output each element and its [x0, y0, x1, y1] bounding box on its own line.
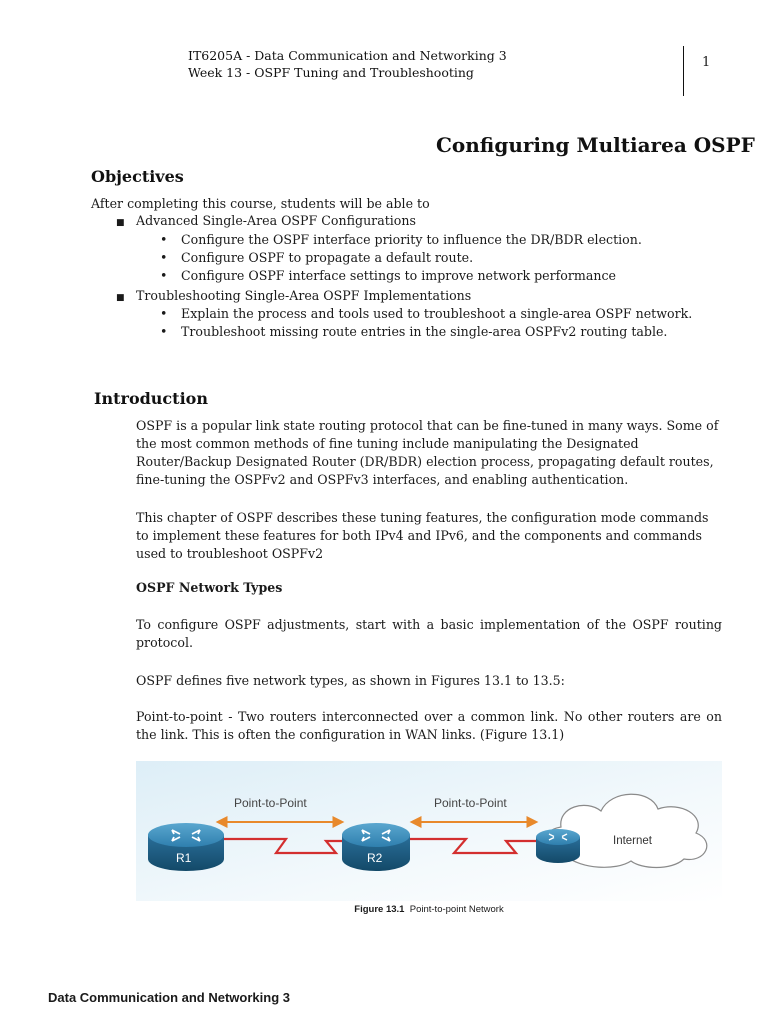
objectives-heading: Objectives — [91, 167, 184, 186]
introduction-heading: Introduction — [94, 389, 208, 408]
objective-item: Configure OSPF to propagate a default route. — [181, 250, 474, 265]
square-bullet: ■ — [116, 293, 125, 303]
header-divider — [683, 46, 684, 96]
figure-point-to-point — [136, 761, 722, 901]
router-r2-label: R2 — [367, 851, 383, 865]
square-bullet: ■ — [116, 218, 125, 228]
objective-item: Configure OSPF interface settings to improve network performance — [181, 268, 616, 283]
p2p-label-1: Point-to-Point — [234, 796, 307, 810]
page-number: 1 — [702, 55, 711, 70]
objective-item: Configure the OSPF interface priority to influence the DR/BDR election. — [181, 232, 642, 247]
page-footer: Data Communication and Networking 3 — [48, 990, 290, 1005]
router-r1-label: R1 — [176, 851, 192, 865]
bullet: • — [160, 324, 168, 339]
bullet: • — [160, 306, 168, 321]
objective-section-label: Troubleshooting Single-Area OSPF Implementations — [136, 288, 472, 303]
objective-item: Explain the process and tools used to troubleshoot a single-area OSPF network. — [181, 306, 693, 321]
isp-router-icon — [536, 829, 580, 863]
page-title: Configuring Multiarea OSPF — [436, 133, 755, 157]
bullet: • — [160, 232, 168, 247]
network-diagram — [136, 761, 722, 901]
objective-section-label: Advanced Single-Area OSPF Configurations — [136, 213, 416, 228]
objective-item: Troubleshoot missing route entries in the single-area OSPFv2 routing table. — [181, 324, 668, 339]
week-line: Week 13 - OSPF Tuning and Troubleshooting — [188, 65, 474, 80]
course-line: IT6205A - Data Communication and Networking 3 — [188, 48, 507, 63]
intro-paragraph-2: This chapter of OSPF describes these tuning features, the configuration mode commands to implement these features for both IPv4 and IPv6, and the components and commands used to troubleshoot OSPFv2 — [136, 510, 709, 561]
network-types-heading: OSPF Network Types — [136, 580, 283, 595]
network-types-paragraph-3: Point-to-point - Two routers interconnected over a common link. No other routers are on the link. This is often the configuration in WAN links. (Figure 13.1) — [136, 709, 722, 742]
intro-paragraph-1: OSPF is a popular link state routing protocol that can be fine-tuned in many ways. Some of the most common methods of fine tuning include manipulating the Designated Router/Backup Designated Router (DR/BDR) election process, propagating default routes, fine-tuning the OSPFv2 and OSPFv3 interfaces, and enabling authentication. — [136, 418, 719, 487]
figure-caption — [136, 904, 722, 915]
objectives-lead: After completing this course, students will be able to — [91, 196, 430, 211]
internet-label: Internet — [613, 835, 652, 847]
p2p-label-2: Point-to-Point — [434, 796, 507, 810]
figure-caption-number: Figure 13.1 — [354, 904, 405, 915]
bullet: • — [160, 250, 168, 265]
page-header — [188, 47, 507, 81]
network-types-paragraph-1: To configure OSPF adjustments, start with a basic implementation of the OSPF routing protocol. — [136, 617, 722, 650]
bullet: • — [160, 268, 168, 283]
figure-caption-text: Point-to-point Network — [409, 904, 504, 915]
network-types-paragraph-2: OSPF defines five network types, as shown in Figures 13.1 to 13.5: — [136, 673, 565, 688]
